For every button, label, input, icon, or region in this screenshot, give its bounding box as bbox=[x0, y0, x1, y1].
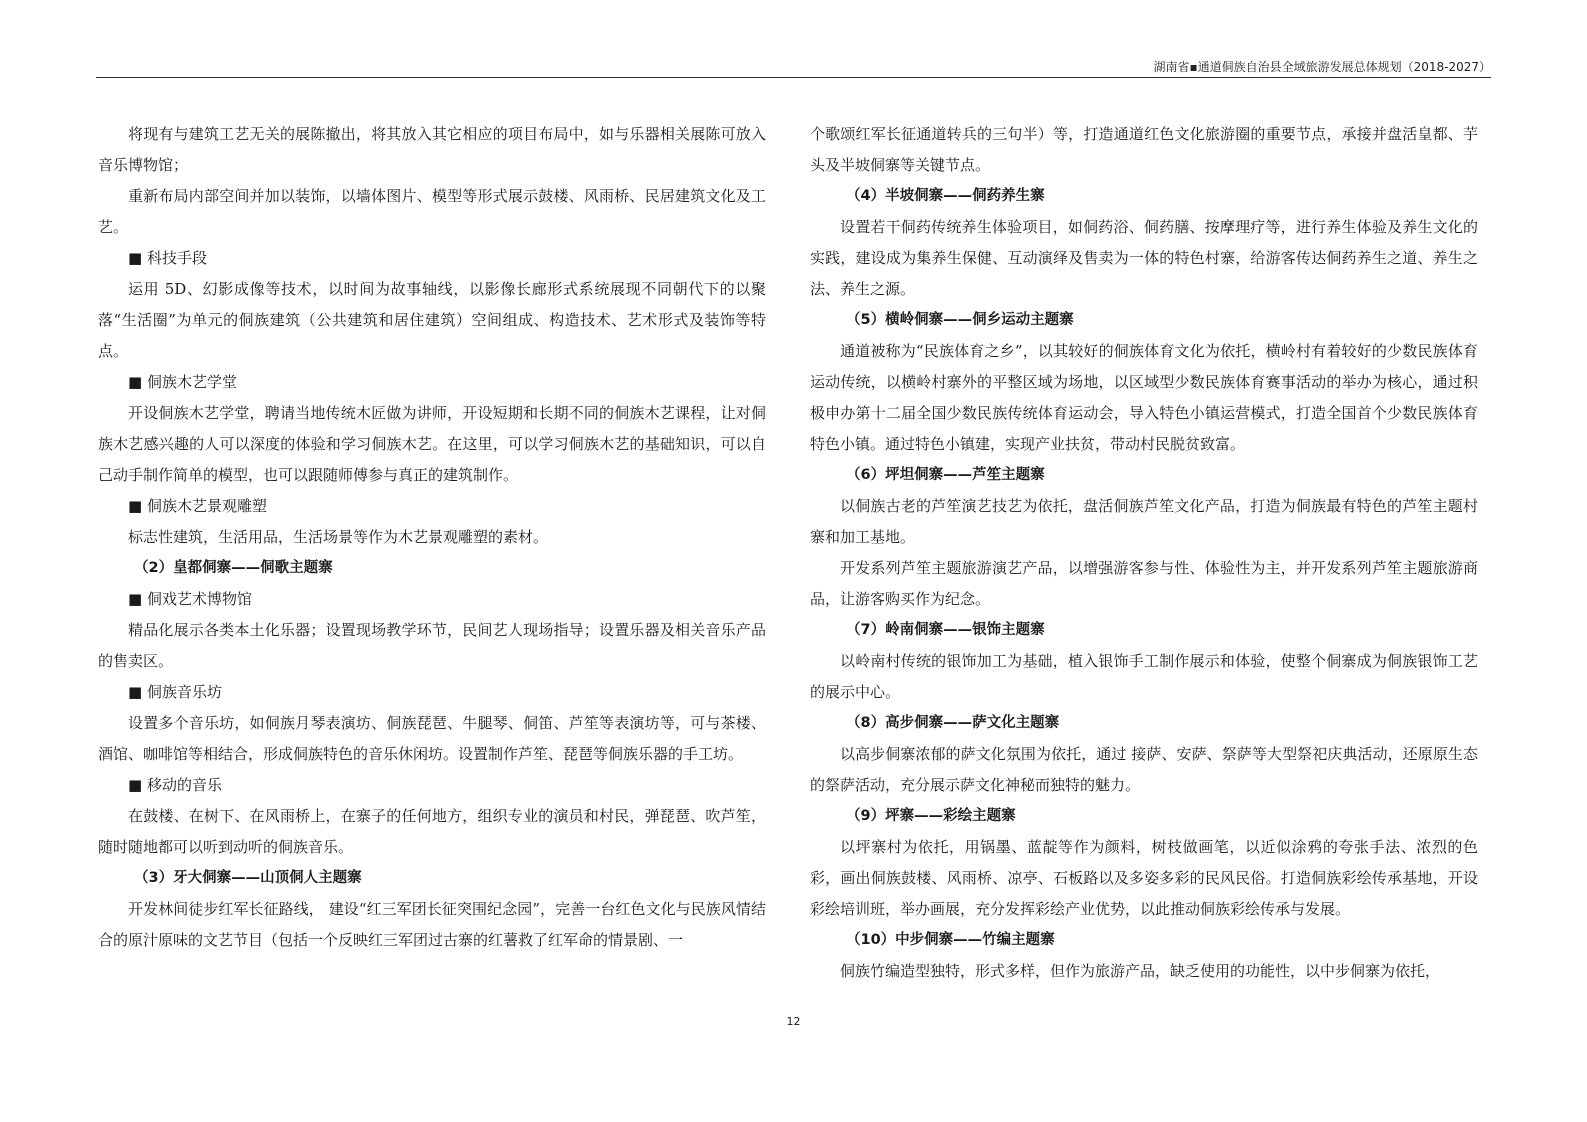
section-heading: （4）半坡侗寨——侗药养生寨 bbox=[846, 188, 1045, 204]
section-heading: （10）中步侗寨——竹编主题寨 bbox=[846, 932, 1055, 948]
paragraph: 在鼓楼、在树下、在风雨桥上，在寨子的任何地方，组织专业的演员和村民，弹琵琶、吹芦笙，随时随地都可以听到动听的侗族音乐。 bbox=[98, 807, 766, 856]
section-heading: （3）牙大侗寨——山顶侗人主题寨 bbox=[134, 870, 362, 886]
bullet-item: ■ 侗族音乐坊 bbox=[128, 683, 222, 701]
left-column bbox=[98, 119, 766, 956]
paragraph: 标志性建筑，生活用品，生活场景等作为木艺景观雕塑的素材。 bbox=[128, 528, 549, 546]
section-heading: （2）皇都侗寨——侗歌主题寨 bbox=[134, 560, 333, 576]
paragraph: 将现有与建筑工艺无关的展陈撤出，将其放入其它相应的项目布局中，如与乐器相关展陈可放入音乐博物馆； bbox=[98, 125, 766, 174]
bullet-item: ■ 侗族木艺学堂 bbox=[128, 373, 237, 391]
paragraph: 开发林间徒步红军长征路线， 建设“红三军团长征突围纪念园”，完善一台红色文化与民族风情结合的原汁原味的文艺节目（包括一个反映红三军团过古寨的红薯救了红军命的情景剧、一 bbox=[98, 900, 766, 949]
paragraph: 开设侗族木艺学堂，聘请当地传统木匠做为讲师，开设短期和长期不同的侗族木艺课程，让对侗族木艺感兴趣的人可以深度的体验和学习侗族木艺。在这里，可以学习侗族木艺的基础知识，可以自己动手制作简单的模型，也可以跟随师傅参与真正的建筑制作。 bbox=[98, 404, 766, 484]
page-number: 12 bbox=[786, 1015, 801, 1028]
section-heading: （8）高步侗寨——萨文化主题寨 bbox=[846, 715, 1060, 731]
paragraph: 开发系列芦笙主题旅游演艺产品，以增强游客参与性、体验性为主，并开发系列芦笙主题旅游商品，让游客购买作为纪念。 bbox=[810, 559, 1478, 608]
running-header: 湖南省▪通道侗族自治县全域旅游发展总体规划（2018-2027） bbox=[1153, 60, 1491, 74]
paragraph: 设置若干侗药传统养生体验项目，如侗药浴、侗药膳、按摩理疗等，进行养生体验及养生文化的实践，建设成为集养生保健、互动演绎及售卖为一体的特色村寨，给游客传达侗药养生之道、养生之法、养生之源。 bbox=[810, 218, 1478, 298]
bullet-item: ■ 侗族木艺景观雕塑 bbox=[128, 497, 267, 515]
paragraph-continued: 个歌颂红军长征通道转兵的三句半）等，打造通道红色文化旅游圈的重要节点，承接并盘活皇都、芋头及半坡侗寨等关键节点。 bbox=[810, 125, 1478, 174]
paragraph: 以坪寨村为依托，用锅墨、蓝靛等作为颜料，树枝做画笔，以近似涂鸦的夸张手法、浓烈的色彩，画出侗族鼓楼、风雨桥、凉亭、石板路以及多姿多彩的民风民俗。打造侗族彩绘传承基地，开设彩绘培训班，举办画展，充分发挥彩绘产业优势，以此推动侗族彩绘传承与发展。 bbox=[810, 838, 1478, 918]
header-rule bbox=[96, 77, 1491, 78]
paragraph: 以岭南村传统的银饰加工为基础，植入银饰手工制作展示和体验，使整个侗寨成为侗族银饰工艺的展示中心。 bbox=[810, 652, 1478, 701]
paragraph: 设置多个音乐坊，如侗族月琴表演坊、侗族琵琶、牛腿琴、侗笛、芦笙等表演坊等，可与茶楼、酒馆、咖啡馆等相结合，形成侗族特色的音乐休闲坊。设置制作芦笙、琵琶等侗族乐器的手工坊。 bbox=[98, 714, 766, 763]
section-heading: （9）坪寨——彩绘主题寨 bbox=[846, 808, 1016, 824]
section-heading: （5）横岭侗寨——侗乡运动主题寨 bbox=[846, 312, 1074, 328]
paragraph: 以侗族古老的芦笙演艺技艺为依托，盘活侗族芦笙文化产品，打造为侗族最有特色的芦笙主题村寨和加工基地。 bbox=[810, 497, 1478, 546]
section-heading: （7）岭南侗寨——银饰主题寨 bbox=[846, 622, 1045, 638]
right-column bbox=[810, 119, 1478, 987]
bullet-item: ■ 科技手段 bbox=[128, 249, 207, 267]
paragraph: 运用 5D、幻影成像等技术，以时间为故事轴线，以影像长廊形式系统展现不同朝代下的以聚落“生活圈”为单元的侗族建筑（公共建筑和居住建筑）空间组成、构造技术、艺术形式及装饰等特点。 bbox=[98, 280, 766, 360]
paragraph: 重新布局内部空间并加以装饰，以墙体图片、模型等形式展示鼓楼、风雨桥、民居建筑文化及工艺。 bbox=[98, 187, 766, 236]
paragraph: 通道被称为“民族体育之乡”，以其较好的侗族体育文化为依托，横岭村有着较好的少数民族体育运动传统，以横岭村寨外的平整区域为场地，以区域型少数民族体育赛事活动的举办为核心，通过积极申办第十二届全国少数民族传统体育运动会，导入特色小镇运营模式，打造全国首个少数民族体育特色小镇。通过特色小镇建，实现产业扶贫，带动村民脱贫致富。 bbox=[810, 342, 1478, 453]
paragraph: 侗族竹编造型独特，形式多样，但作为旅游产品，缺乏使用的功能性，以中步侗寨为依托， bbox=[840, 962, 1441, 980]
section-heading: （6）坪坦侗寨——芦笙主题寨 bbox=[846, 467, 1045, 483]
bullet-item: ■ 侗戏艺术博物馆 bbox=[128, 590, 252, 608]
bullet-item: ■ 移动的音乐 bbox=[128, 776, 222, 794]
paragraph: 以高步侗寨浓郁的萨文化氛围为依托，通过 接萨、安萨、祭萨等大型祭祀庆典活动，还原原生态的祭萨活动，充分展示萨文化神秘而独特的魅力。 bbox=[810, 745, 1478, 794]
paragraph: 精品化展示各类本土化乐器；设置现场教学环节，民间艺人现场指导；设置乐器及相关音乐产品的售卖区。 bbox=[98, 621, 766, 670]
